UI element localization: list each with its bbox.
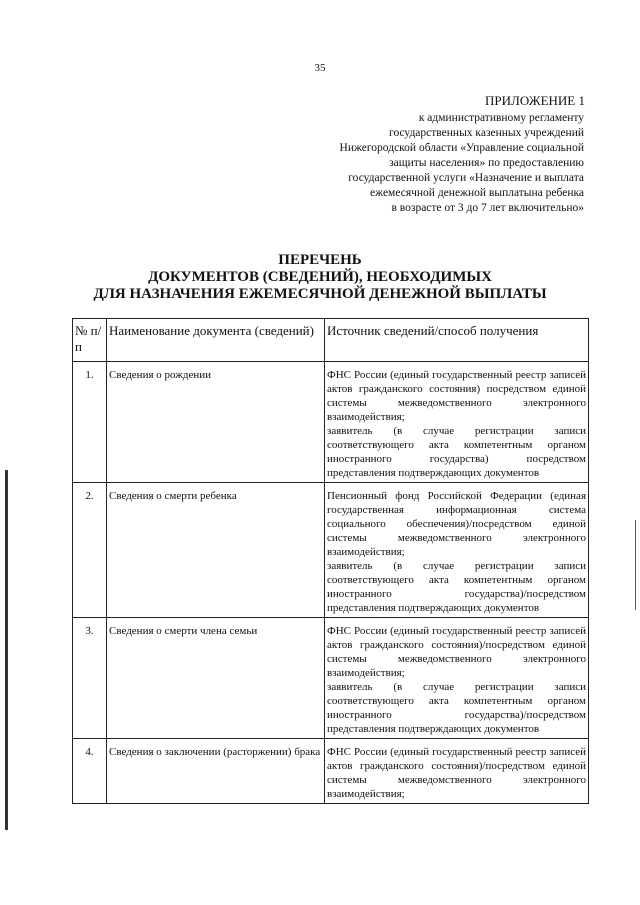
row-source [325,618,589,739]
appendix-line: ежемесячной денежной выплатына ребенка [370,187,584,199]
appendix-title: ПРИЛОЖЕНИЕ 1 [485,93,585,108]
source-paragraph: заявитель (в случае регистрации записи соответствующего акта компетентным органом иностранного государства) посредством представления подтверждающих документов [327,425,586,479]
source-paragraph: ФНС России (единый государственный реестр записей актов гражданского состояния) посредством единой системы межведомственного электронного взаимодействия; [327,369,586,423]
row-num: 3. [73,618,107,739]
source-paragraph: заявитель (в случае регистрации записи соответствующего акта компетентным органом иностранного государства)/посредством представления подтверждающих документов [327,681,586,735]
row-source [325,362,589,483]
source-paragraph: Пенсионный фонд Российской Федерации (единая государственная информационная система социального обеспечения)/посредством единой системы межведомственного электронного взаимодействия; [327,490,586,558]
header-num: № п/п [73,319,107,362]
source-paragraph: заявитель (в случае регистрации записи соответствующего акта компетентным органом иностранного государства)/посредством представления подтверждающих документов [327,560,586,614]
header-name: Наименование документа (сведений) [107,319,325,362]
table-row [73,739,589,804]
row-num: 2. [73,483,107,618]
appendix-line: государственной услуги «Назначение и выплата [348,172,584,184]
scan-edge-mark-right [635,520,636,610]
documents-table [72,318,589,804]
appendix-subtitle [284,111,584,216]
appendix-line: к административному регламенту [418,112,584,124]
source-paragraph: ФНС России (единый государственный реестр записей актов гражданского состояния)/посредством единой системы межведомственного электронного взаимодействия; [327,625,586,679]
row-name: Сведения о смерти ребенка [107,483,325,618]
row-num: 4. [73,739,107,804]
row-source [325,483,589,618]
row-name: Сведения о заключении (расторжении) брака [107,739,325,804]
table-row [73,618,589,739]
row-num: 1. [73,362,107,483]
appendix-line: защиты населения» по предоставлению [389,157,584,169]
scan-edge-mark [5,470,8,830]
appendix-line: Нижегородской области «Управление социальной [339,142,584,154]
table-row [73,362,589,483]
document-title [0,252,640,303]
table-row [73,483,589,618]
document-title-line: ПЕРЕЧЕНЬ [278,252,362,268]
row-name: Сведения о смерти члена семьи [107,618,325,739]
document-title-line: ДОКУМЕНТОВ (СВЕДЕНИЙ), НЕОБХОДИМЫХ [148,269,492,285]
header-source: Источник сведений/способ получения [325,319,589,362]
document-title-line: ДЛЯ НАЗНАЧЕНИЯ ЕЖЕМЕСЯЧНОЙ ДЕНЕЖНОЙ ВЫПЛАТЫ [93,286,547,302]
page-number: 35 [314,62,326,74]
appendix-line: в возрасте от 3 до 7 лет включительно» [391,202,584,214]
table-header-row [73,319,589,362]
source-paragraph: ФНС России (единый государственный реестр записей актов гражданского состояния)/посредством единой системы межведомственного электронного взаимодействия; [327,746,586,800]
row-source [325,739,589,804]
appendix-line: государственных казенных учреждений [389,127,584,139]
row-name: Сведения о рождении [107,362,325,483]
